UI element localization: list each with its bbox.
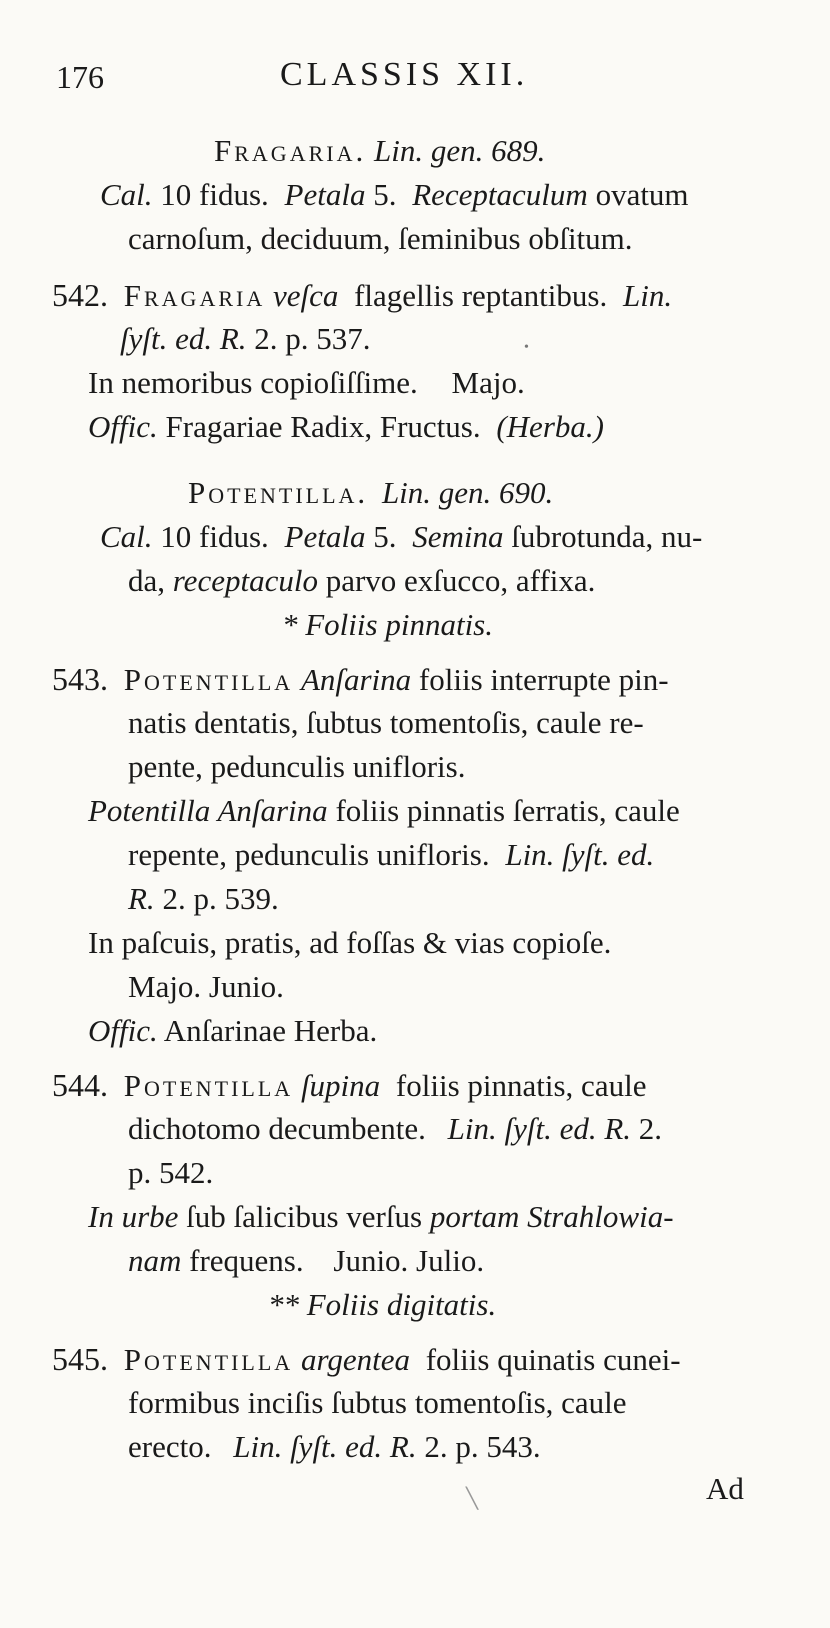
running-title: CLASSIS XII. xyxy=(280,56,529,93)
genus-name: Potentilla xyxy=(123,662,294,697)
entry-543-months: Majo. Junio. xyxy=(128,969,284,1004)
reference: Lin. ſyſt. ed. xyxy=(505,837,655,872)
diagnosis-text: flagellis reptantibus. xyxy=(354,278,608,313)
reference: ſyſt. ed. R. xyxy=(120,321,247,356)
cal-text: 10 fidus. xyxy=(160,177,269,212)
petala-num: 5. xyxy=(373,177,397,212)
genus-name: Potentilla. xyxy=(188,475,369,510)
genus-heading-potentilla xyxy=(188,473,553,513)
diagnosis-text: foliis pinnatis, caule xyxy=(395,1068,647,1103)
synonym-text: repente, pedunculis unifloris. xyxy=(128,837,490,872)
flowering-month: Majo. xyxy=(451,365,525,400)
habitat-text: In urbe xyxy=(88,1199,179,1234)
genus-description-line xyxy=(100,517,702,557)
page-number: 176 xyxy=(56,59,104,95)
species-name: ſupina xyxy=(300,1068,381,1103)
entry-543-synonym xyxy=(88,791,680,831)
diagnosis-text: foliis quinatis cunei- xyxy=(425,1342,681,1377)
reference-page: 2. p. 537. xyxy=(254,321,371,356)
cal-text: 10 fidus. xyxy=(160,519,269,554)
diagnosis-text: dichotomo decumbente. xyxy=(128,1111,426,1146)
entry-number: 543. xyxy=(52,661,108,697)
entry-543-habitat: In paſcuis, pratis, ad foſſas & vias copioſe. xyxy=(88,925,612,960)
habitat-text: In nemoribus copioſiſſime. xyxy=(88,365,418,400)
catchword: Ad xyxy=(706,1471,744,1506)
reference: Lin. ſyſt. ed. R. xyxy=(233,1429,417,1464)
entry-545-line-2: formibus inciſis ſubtus tomentoſis, caule xyxy=(128,1385,627,1420)
offic-label: Offic. xyxy=(88,1013,158,1048)
diagnosis-text: foliis interrupte pin- xyxy=(418,662,669,697)
entry-542-line-2 xyxy=(120,319,371,359)
entry-543-line-1 xyxy=(52,659,669,700)
cal-label: Cal. xyxy=(100,519,153,554)
ink-speck: • xyxy=(524,340,529,355)
entry-number: 542. xyxy=(52,277,108,313)
entry-544-habitat xyxy=(88,1197,674,1237)
species-name: argentea xyxy=(300,1342,410,1377)
genus-description-line xyxy=(128,561,595,601)
species-name: Anſarina xyxy=(300,662,412,697)
receptaculum-text: ovatum xyxy=(595,177,689,212)
entry-544-line-3: p. 542. xyxy=(128,1155,214,1190)
synonym-text: foliis pinnatis ſerratis, caule xyxy=(335,793,680,828)
genus-name: Potentilla xyxy=(123,1068,294,1103)
receptaculum-label: Receptaculum xyxy=(412,177,588,212)
entry-543-line-3: pente, pedunculis unifloris. xyxy=(128,749,466,784)
reference: Lin. ſyſt. ed. R. xyxy=(447,1111,632,1146)
entry-542-habitat xyxy=(88,363,525,403)
entry-543-line-2: natis dentatis, ſubtus tomentoſis, caule re- xyxy=(128,705,644,740)
petala-label: Petala xyxy=(284,177,366,212)
entry-545-line-3 xyxy=(128,1427,541,1467)
entry-543-synonym-line-2 xyxy=(128,835,654,875)
diagnosis-text: erecto. xyxy=(128,1429,212,1464)
habitat-place: portam Strahlowia- xyxy=(429,1199,674,1234)
entry-543-offic xyxy=(88,1011,377,1051)
receptaculo-text: receptaculo xyxy=(172,563,318,598)
entry-542-line-1 xyxy=(52,275,672,316)
entry-545-line-1 xyxy=(52,1339,681,1380)
offic-text: Fragariae Radix, Fructus. xyxy=(165,409,481,444)
genus-heading-fragaria xyxy=(214,131,545,171)
entry-544-line-1 xyxy=(52,1065,646,1106)
petala-num: 5. xyxy=(373,519,397,554)
habitat-text: ſub ſalicibus verſus xyxy=(186,1199,423,1234)
entry-number: 544. xyxy=(52,1067,108,1103)
petala-label: Petala xyxy=(284,519,366,554)
genus-ref: Lin. gen. 690. xyxy=(381,475,554,510)
semina-text: ſubrotunda, nu- xyxy=(511,519,703,554)
description-text: da, xyxy=(128,563,166,598)
genus-ref: Lin. gen. 689. xyxy=(373,133,546,168)
offic-extra: (Herba.) xyxy=(496,409,604,444)
species-name: veſca xyxy=(272,278,339,313)
reference-page: 2. xyxy=(638,1111,663,1146)
entry-number: 545. xyxy=(52,1341,108,1377)
entry-544-line-2 xyxy=(128,1109,662,1149)
entry-542-offic xyxy=(88,407,604,447)
habitat-text: frequens. xyxy=(189,1243,304,1278)
reference: R. xyxy=(128,881,155,916)
genus-name: Fragaria xyxy=(123,278,266,313)
offic-text: Anſarinae Herba. xyxy=(163,1013,378,1048)
description-text: parvo exſucco, affixa. xyxy=(325,563,596,598)
section-heading: ** Foliis digitatis. xyxy=(268,1287,497,1322)
genus-description-line: carnoſum, deciduum, ſeminibus obſitum. xyxy=(128,221,633,256)
ink-speck: ╲ xyxy=(466,1488,479,1510)
genus-name: Potentilla xyxy=(123,1342,294,1377)
reference: Lin. xyxy=(622,278,673,313)
semina-label: Semina xyxy=(412,519,504,554)
entry-544-habitat-line-2 xyxy=(128,1241,484,1281)
reference-page: 2. p. 543. xyxy=(424,1429,541,1464)
reference-page: 2. p. 539. xyxy=(162,881,279,916)
offic-label: Offic. xyxy=(88,409,158,444)
genus-description-line xyxy=(100,175,689,215)
flowering-months: Junio. Julio. xyxy=(333,1243,485,1278)
synonym-name: Potentilla Anſarina xyxy=(88,793,328,828)
habitat-place: nam xyxy=(128,1243,182,1278)
cal-label: Cal. xyxy=(100,177,153,212)
section-heading: * Foliis pinnatis. xyxy=(282,607,493,642)
entry-543-synonym-line-3 xyxy=(128,879,279,919)
genus-name: Fragaria. xyxy=(214,133,367,168)
